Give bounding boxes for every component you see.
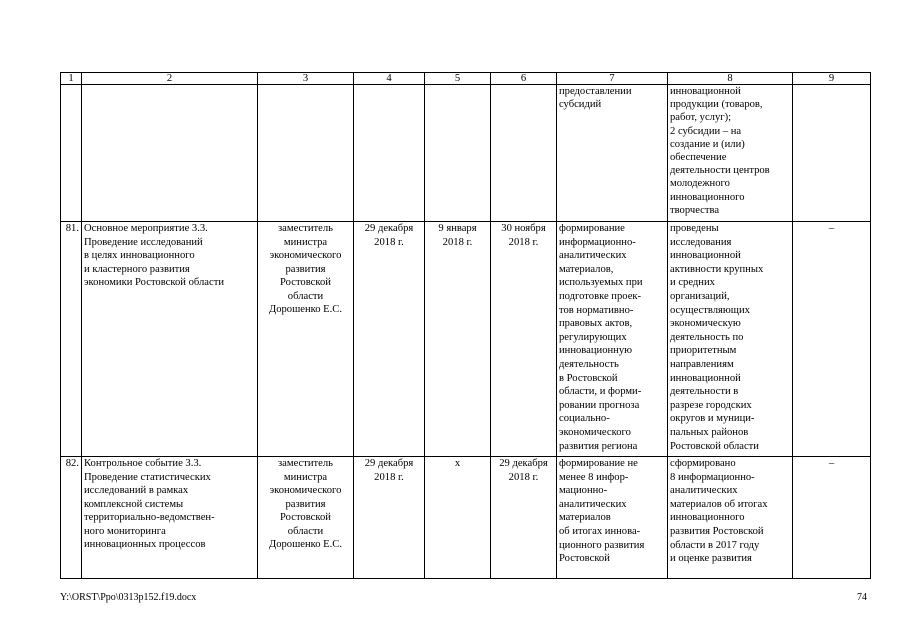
column-number: 5 — [425, 73, 491, 85]
responsible-cell: заместитель министра экономического развития Ростовской области Дорошенко Е.С. — [258, 222, 354, 457]
actual-result-cell: проведены исследования инновационной активности крупных и средних организаций, осуществляющих экономическую деятельность по приоритетным направлениям инновационной деятельности в разрезе городских округов и муници- пальных районов Ростовской области — [668, 222, 793, 457]
column-number-row — [61, 73, 871, 85]
expected-result-cell: формирование информационно- аналитических материалов, используемых при подготовке проек- тов нормативно- правовых актов, регулирующих инновационную деятельность в Ростовской области, и форми- ровании прогноза социально- экономического развития региона — [557, 222, 668, 457]
end-plan-cell — [491, 85, 557, 222]
expected-result-cell: формирование не менее 8 инфор- мационно- аналитических материалов об итогах иннова- ционного развития Ростовской — [557, 457, 668, 579]
column-number: 3 — [258, 73, 354, 85]
start-plan-cell: 29 декабря 2018 г. — [354, 222, 425, 457]
end-plan-cell: 29 декабря 2018 г. — [491, 457, 557, 579]
column-number: 2 — [82, 73, 258, 85]
end-plan-cell: 30 ноября 2018 г. — [491, 222, 557, 457]
start-plan-cell: 29 декабря 2018 г. — [354, 457, 425, 579]
actual-result-cell: сформировано 8 информационно- аналитических материалов об итогах инновационного развития Ростовской области в 2017 году и оценке развития — [668, 457, 793, 579]
start-fact-cell: х — [425, 457, 491, 579]
table-row — [61, 85, 871, 222]
column-number: 1 — [61, 73, 82, 85]
start-fact-cell — [425, 85, 491, 222]
responsible-cell — [258, 85, 354, 222]
table-row — [61, 222, 871, 457]
start-plan-cell — [354, 85, 425, 222]
row-number: 82. — [61, 457, 82, 579]
column-number: 4 — [354, 73, 425, 85]
column-number: 7 — [557, 73, 668, 85]
table-row — [61, 457, 871, 579]
file-path: Y:\ORST\Ppo\0313p152.f19.docx — [60, 592, 197, 603]
activity-cell: Контрольное событие 3.3. Проведение статистических исследований в рамках комплексной системы территориально-ведомствен- ного мониторинга инновационных процессов — [82, 457, 258, 579]
page-number: 74 — [857, 592, 867, 603]
actual-result-cell: инновационной продукции (товаров, работ, услуг); 2 субсидии – на создание и (или) обеспечение деятельности центров молодежного инновационного творчества — [668, 85, 793, 222]
column-number: 9 — [793, 73, 871, 85]
responsible-cell: заместитель министра экономического развития Ростовской области Дорошенко Е.С. — [258, 457, 354, 579]
activity-cell — [82, 85, 258, 222]
row-number: 81. — [61, 222, 82, 457]
column-number: 6 — [491, 73, 557, 85]
report-table — [60, 72, 871, 579]
row-number — [61, 85, 82, 222]
notes-cell — [793, 85, 871, 222]
column-number: 8 — [668, 73, 793, 85]
activity-cell: Основное мероприятие 3.3. Проведение исследований в целях инновационного и кластерного развития экономики Ростовской области — [82, 222, 258, 457]
notes-cell: – — [793, 457, 871, 579]
notes-cell: – — [793, 222, 871, 457]
expected-result-cell: предоставлении субсидий — [557, 85, 668, 222]
start-fact-cell: 9 января 2018 г. — [425, 222, 491, 457]
